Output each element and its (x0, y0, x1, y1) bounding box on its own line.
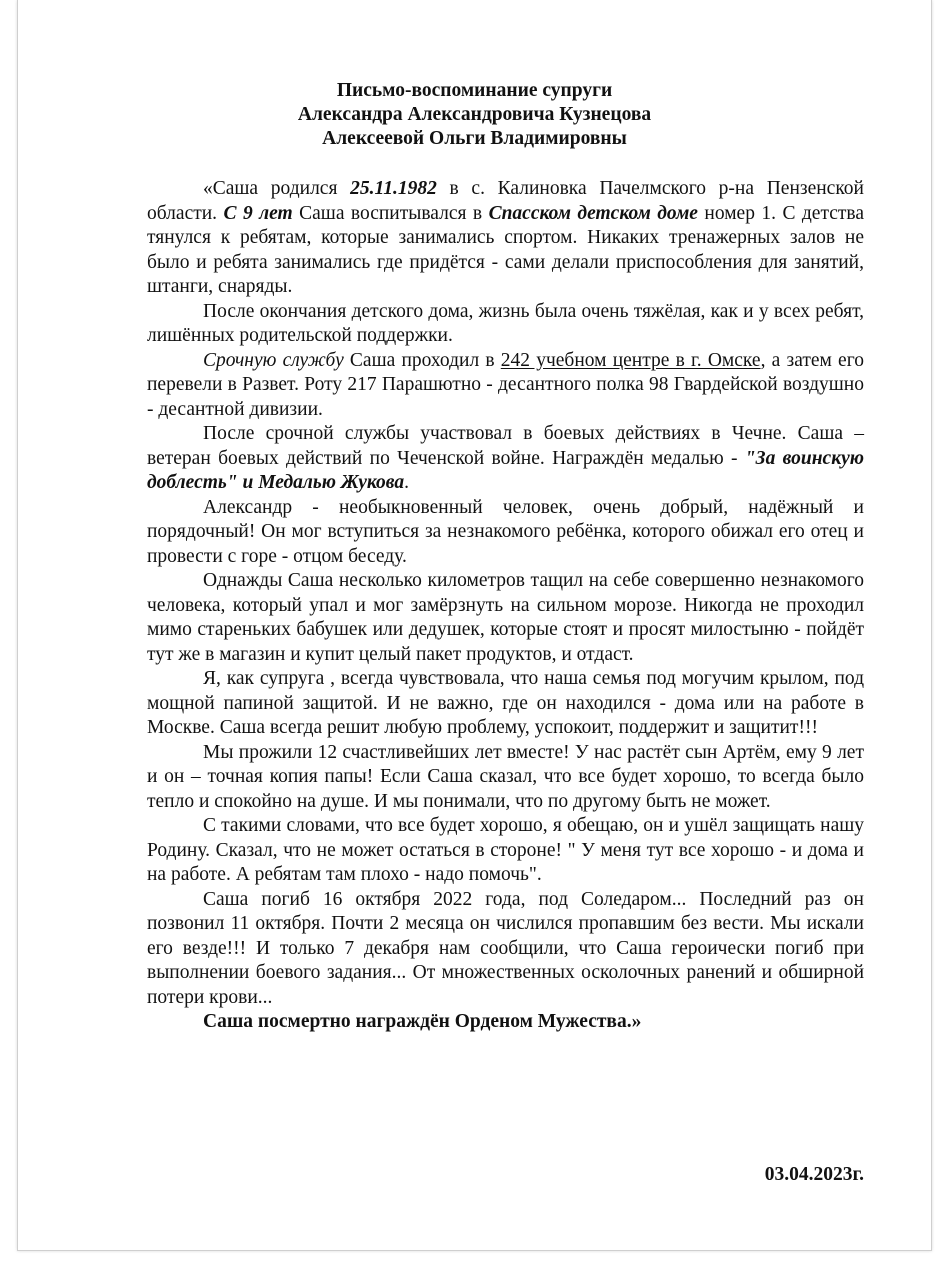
text-run: «Саша родился (203, 178, 351, 199)
birth-date: 25.11.1982 (350, 178, 437, 199)
title-line-1: Письмо-воспоминание супруги (336, 80, 613, 101)
letter-title (78, 79, 871, 151)
paragraph-death: Саша погиб 16 октября 2022 года, под Соледаром... Последний раз он позвонил 11 октября. Почти 2 месяца он числился пропавшим без вести. Мы искали его везде!!! И только 7 декабря нам сообщили, что Саша героически погиб при выполнении боевого задания... От множественных осколочных ранений и обширной потери крови... (147, 888, 864, 1008)
medals: "За воинскую доблесть" и Медалью Жукова (147, 447, 864, 493)
text-run: , а затем его перевели в Развет. Роту 217 Парашютно - десантного полка 98 Гвардейской воздушно - десантной дивизии. (147, 349, 864, 420)
paragraph-character: Александр - необыкновенный человек, очень добрый, надёжный и порядочный! Он мог вступиться за незнакомого ребёнка, которого обижал его отец и провести с горе - отцом беседу. (147, 496, 864, 567)
title-line-2: Александра Александровича Кузнецова (297, 104, 652, 125)
text-run: Саша воспитывался в (292, 202, 489, 224)
service-emphasis: Срочную службу (203, 349, 344, 371)
text-run: После срочной службы участвовал в боевых действиях в Чечне. Саша – ветеран боевых действий по Чеченской войне. Награждён медалью - (147, 423, 864, 469)
award-text: Саша посмертно награждён Орденом Мужества.» (203, 1011, 642, 1032)
text-run: в с. Калиновка Пачелмского р-на Пензенской области. (147, 178, 864, 224)
paragraph-departure: С такими словами, что все будет хорошо, я обещаю, он и ушёл защищать нашу Родину. Сказал, что не может остаться в стороне! " У меня тут все хорошо - и дома и на работе. А ребятам там плохо - надо помочь". (147, 815, 864, 885)
paragraph-birth (147, 177, 864, 300)
letter-date: 03.04.2023г. (764, 1164, 864, 1185)
training-center: 242 учебном центре в г. Омске (500, 349, 761, 371)
paragraph-award (147, 1010, 864, 1035)
paragraph-after-orphanage: После окончания детского дома, жизнь была очень тяжёлая, как и у всех ребят, лишённых родительской поддержки. (147, 300, 864, 346)
title-line-3: Алексеевой Ольги Владимировны (322, 128, 627, 149)
paragraph-service (147, 349, 864, 423)
paragraph-family-protection: Я, как супруга , всегда чувствовала, что наша семья под могучим крылом, под мощной папиной защитой. И не важно, где он находился - дома или на работе в Москве. Саша всегда решит любую проблему, успокоит, поддержит и защитит!!! (147, 668, 864, 738)
text-run: номер 1. С детства тянулся к ребятам, которые занимались спортом. Никаких тренажерных залов не было и ребята занимались где придётся - сами делали приспособления для занятий, штанги, снаряды. (147, 202, 865, 297)
text-run: . (404, 472, 409, 493)
age-emphasis: С 9 лет (223, 202, 293, 224)
orphanage-name: Спасском детском доме (488, 202, 698, 224)
letter-body (147, 177, 864, 1035)
paragraph-kindness: Однажды Саша несколько километров тащил на себе совершенно незнакомого человека, который упал и мог замёрзнуть на сильном морозе. Никогда не проходил мимо старeньких бабушек или дедушек, которые стоят и просят милостыню - пойдёт тут же в магазин и купит целый пакет продуктов, и отдаст. (147, 570, 864, 665)
text-run: Саша проходил в (343, 349, 501, 371)
paragraph-family-life: Мы прожили 12 счастливейших лет вместе! У нас растёт сын Артём, ему 9 лет и он – точная копия папы! Если Саша сказал, что все будет хорошо, то всегда было тепло и спокойно на душе. И мы понимали, что по другому быть не может. (147, 741, 864, 812)
paragraph-chechnya (147, 422, 864, 496)
